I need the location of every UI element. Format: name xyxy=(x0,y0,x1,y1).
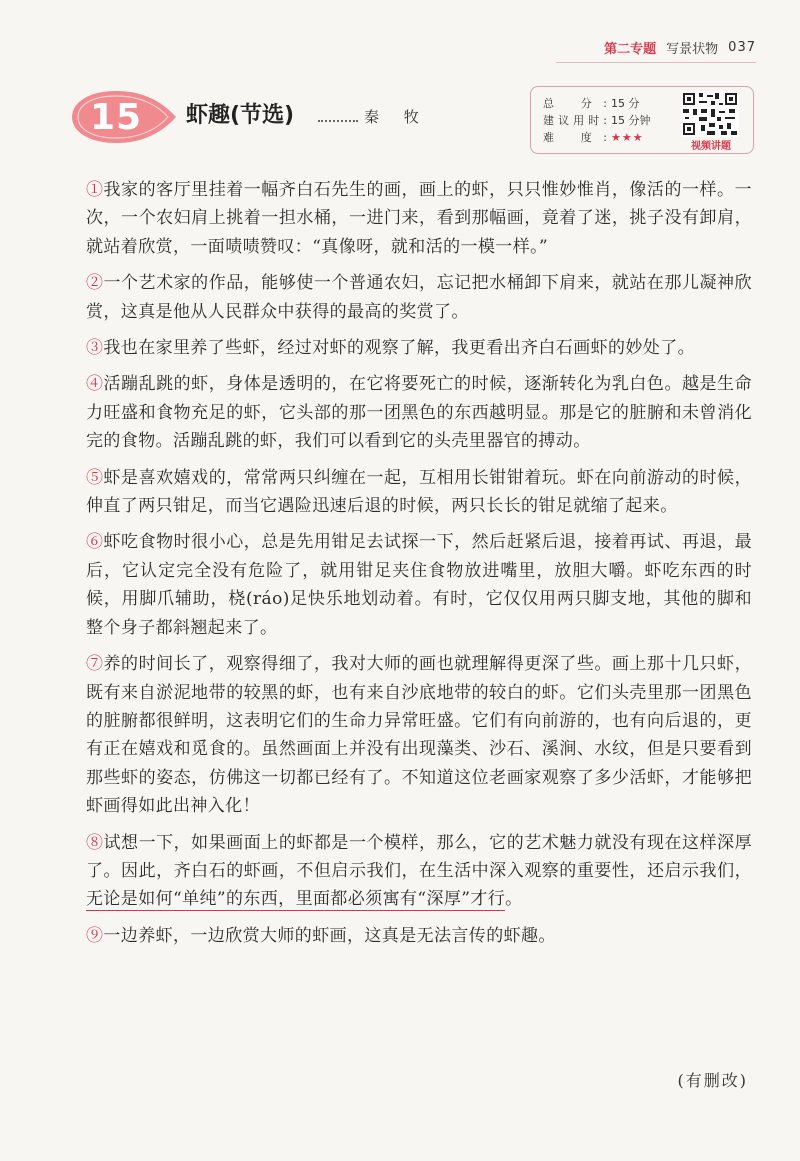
paragraph xyxy=(86,269,752,326)
paragraph xyxy=(86,922,752,950)
paragraph-text: 试想一下，如果画面上的虾都是一个模样，那么，它的艺术魅力就没有现在这样深厚了。因此，齐白石的虾画，不但启示我们，在生活中深入观察的重要性，还启示我们， xyxy=(86,832,752,881)
qr-code-icon[interactable] xyxy=(681,91,739,137)
suggested-time-value: 15 分钟 xyxy=(611,114,651,127)
paragraph-number: ④ xyxy=(86,374,104,395)
difficulty-label: 难 度: xyxy=(543,131,607,144)
paragraph-number: ⑧ xyxy=(86,832,104,853)
info-rows xyxy=(543,95,651,146)
paragraph-number: ② xyxy=(86,273,104,294)
suggested-time-row xyxy=(543,112,651,129)
paragraph-number: ⑦ xyxy=(86,654,104,675)
suggested-time-label: 建议用时: xyxy=(543,114,607,127)
paragraph-number: ① xyxy=(86,180,104,200)
paragraph xyxy=(86,370,752,455)
difficulty-row xyxy=(543,129,651,146)
paragraph-text: 一边养虾，一边欣赏大师的虾画，这真是无法言传的虾趣。 xyxy=(103,925,556,946)
paragraph-text: 虾吃食物时很小心，总是先用钳足去试探一下，然后赶紧后退，接着再试、再退，最后，它认定完全没有危险了，就用钳足夹住食物放进嘴里，放胆大嚼。虾吃东西的时候，用脚爪辅助，桡(ráo)足快乐地划动着。有时，它仅仅用两只脚支地，其他的脚和整个身子都斜翘起来了。 xyxy=(86,532,752,638)
running-header xyxy=(604,38,756,57)
paragraph xyxy=(86,464,752,521)
paragraph xyxy=(86,650,752,820)
paragraph-number: ⑨ xyxy=(86,925,104,946)
source-note: (有删改) xyxy=(677,1071,748,1090)
title-author-separator xyxy=(318,120,358,122)
info-box xyxy=(530,86,754,154)
total-score-value: 15 分 xyxy=(611,97,640,110)
underlined-sentence: 无论是如何“单纯”的东西，里面都必须寓有“深厚”才行 xyxy=(86,889,506,910)
header-rule xyxy=(556,62,756,63)
paragraph xyxy=(86,829,752,914)
total-score-label: 总 分: xyxy=(543,97,607,110)
paragraph xyxy=(86,334,752,362)
paragraph-text: 一个艺术家的作品，能够使一个普通农妇，忘记把水桶卸下肩来，就站在那儿凝神欣赏，这真是他从人民群众中获得的最高的奖赏了。 xyxy=(86,273,752,322)
paragraph xyxy=(86,528,752,642)
paragraph-text: 我也在家里养了些虾，经过对虾的观察了解，我更看出齐白石画虾的妙处了。 xyxy=(103,338,696,359)
paragraph-tail: 。 xyxy=(505,889,523,910)
page-number: 037 xyxy=(728,40,756,55)
lesson-number-badge xyxy=(66,88,178,146)
total-score-row xyxy=(543,95,651,112)
paragraph-number: ⑥ xyxy=(86,532,104,553)
paragraph-number: ③ xyxy=(86,338,104,359)
paragraph-text: 我家的客厅里挂着一幅齐白石先生的画，画上的虾，只只惟妙惟肖，像活的一样。一次，一个农妇肩上挑着一担水桶，一进门来，看到那幅画，竟着了迷，挑子没有卸肩，就站着欣赏，一面啧啧赞叹：“真像呀，就和活的一模一样。” xyxy=(86,180,752,257)
paragraph xyxy=(86,176,752,261)
difficulty-stars: ★★★ xyxy=(611,131,644,144)
header-topic: 第二专题 xyxy=(604,42,657,57)
qr-caption[interactable]: 视频讲题 xyxy=(691,141,731,152)
paragraph-text: 虾是喜欢嬉戏的，常常两只纠缠在一起，互相用长钳钳着玩。虾在向前游动的时候，伸直了两只钳足，而当它遇险迅速后退的时候，两只长长的钳足就缩了起来。 xyxy=(86,467,752,517)
paragraph-text: 活蹦乱跳的虾，身体是透明的，在它将要死亡的时候，逐渐转化为乳白色。越是生命力旺盛和食物充足的虾，它头部的那一团黑色的东西越明显。那是它的脏腑和未曾消化完的食物。活蹦乱跳的虾，我们可以看到它的头壳里器官的搏动。 xyxy=(86,374,752,452)
header-genre: 写景状物 xyxy=(666,42,719,57)
lesson-title: 虾趣(节选) xyxy=(186,103,295,128)
author: 秦 牧 xyxy=(364,108,429,126)
paragraph-text: 养的时间长了，观察得细了，我对大师的画也就理解得更深了些。画上那十几只虾，既有来自淤泥地带的较黑的虾，也有来自沙底地带的较白的虾。它们头壳里那一团黑色的脏腑都很鲜明，这表明它们的生命力异常旺盛。它们有向前游的，也有向后退的，更有正在嬉戏和觅食的。虽然画面上并没有出现藻类、沙石、溪涧、水纹，但是只要看到那些虾的姿态，仿佛这一切都已经有了。不知道这位老画家观察了多少活虾，才能够把虾画得如此出神入化！ xyxy=(86,654,752,817)
paragraph-number: ⑤ xyxy=(86,467,104,488)
lesson-number: 15 xyxy=(89,96,143,138)
article-body xyxy=(86,176,752,958)
